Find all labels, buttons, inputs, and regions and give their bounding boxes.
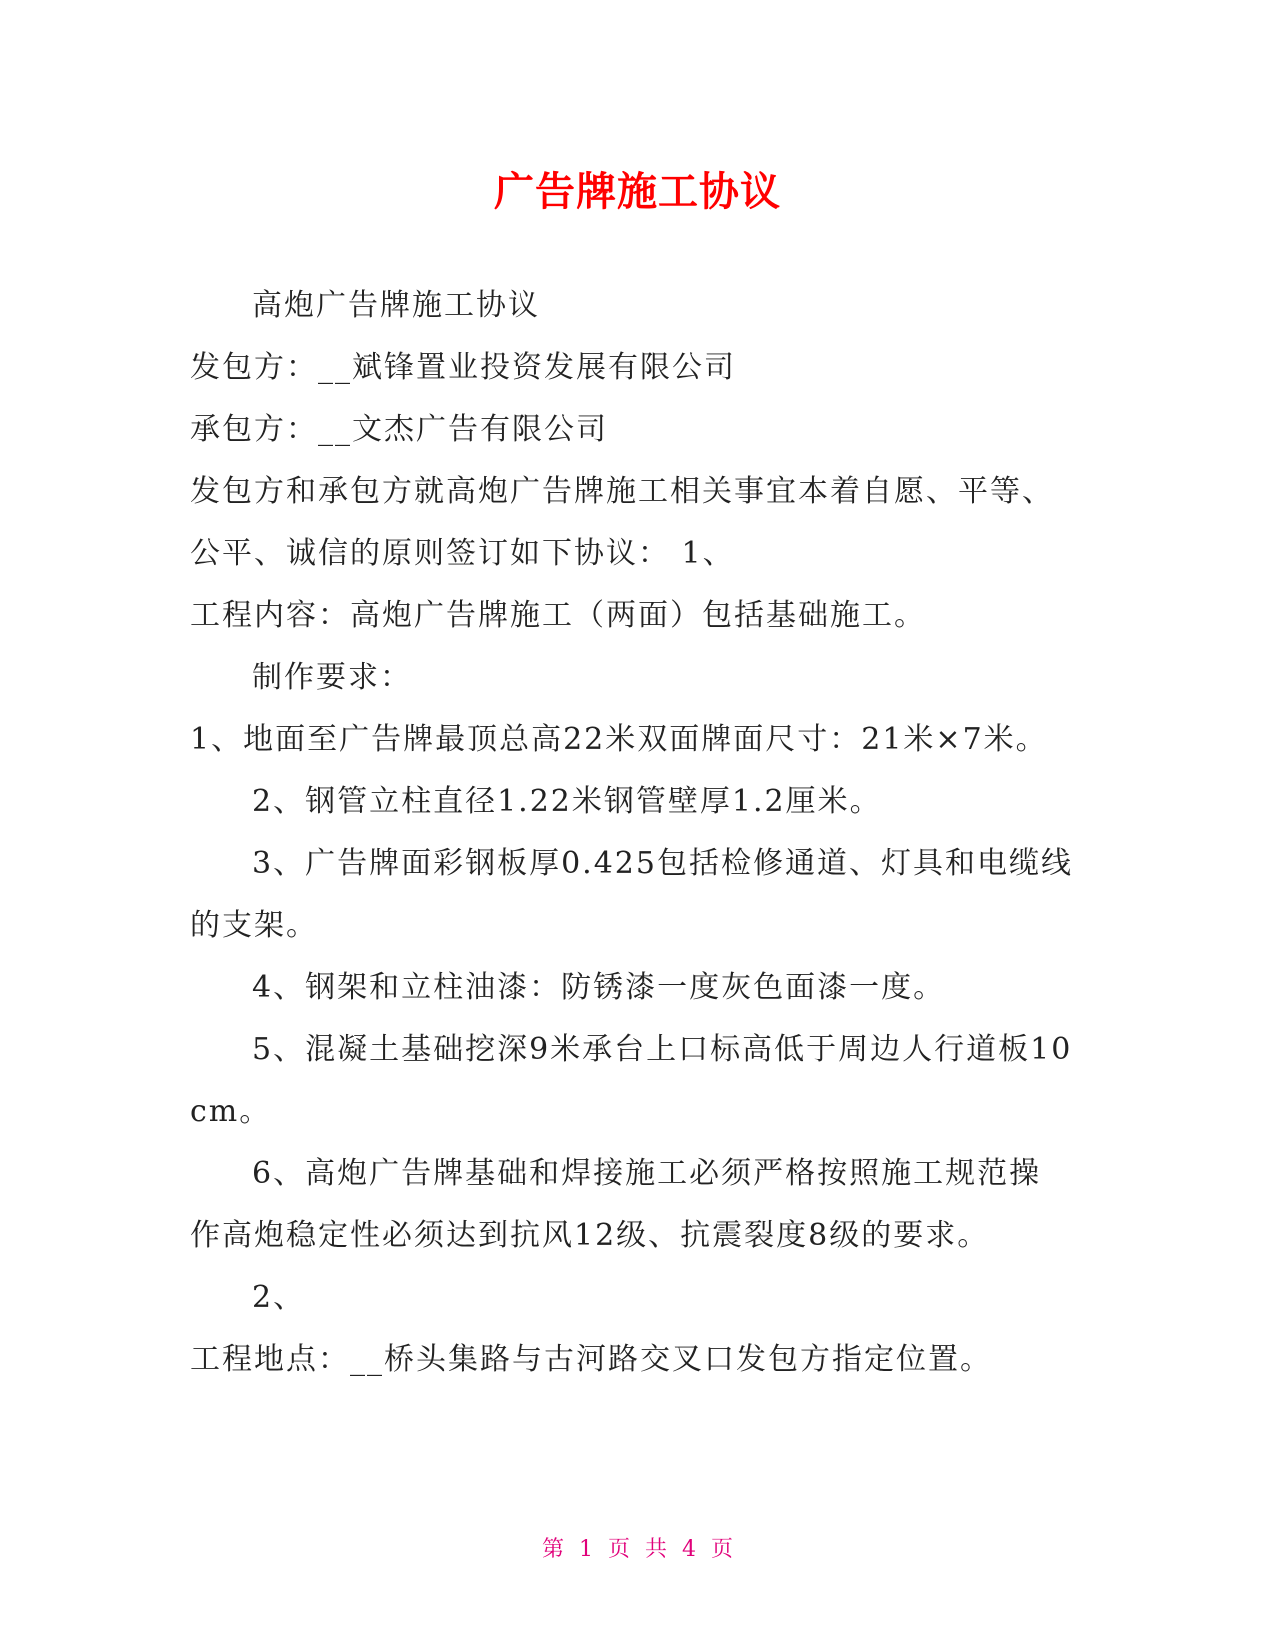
document-title: 广告牌施工协议 [494,169,781,215]
requirement-item: 4、钢架和立柱油漆：防锈漆一度灰色面漆一度。 [252,970,946,1005]
requirement-item: 3、广告牌面彩钢板厚0.425包括检修通道、灯具和电缆线 [252,846,1073,881]
page-number-footer: 第 1 页 共 4 页 [542,1537,733,1562]
requirement-item: 5、混凝土基础挖深9米承台上口标高低于周边人行道板10 [252,1032,1073,1067]
requirement-item-continued: cm。 [190,1094,272,1129]
section-number: 2、 [252,1280,306,1315]
requirement-item-continued: 作高炮稳定性必须达到抗风12级、抗震裂度8级的要求。 [190,1218,990,1253]
requirement-item: 2、钢管立柱直径1.22米钢管壁厚1.2厘米。 [252,784,882,819]
requirement-item: 6、高炮广告牌基础和焊接施工必须严格按照施工规范操 [252,1156,1042,1191]
project-location-line: 工程地点：__桥头集路与古河路交叉口发包方指定位置。 [190,1342,992,1377]
contractee-party-line: 承包方：__文杰广告有限公司 [190,412,608,447]
agreement-subtitle: 高炮广告牌施工协议 [252,288,540,323]
requirement-item: 1、地面至广告牌最顶总高22米双面牌面尺寸：21米×7米。 [190,722,1048,757]
contractor-party-line: 发包方：__斌锋置业投资发展有限公司 [190,350,736,385]
requirement-item-continued: 的支架。 [190,908,318,943]
requirements-heading: 制作要求： [252,660,412,695]
paragraph-line: 发包方和承包方就高炮广告牌施工相关事宜本着自愿、平等、 [190,474,1054,509]
project-content-line: 工程内容：高炮广告牌施工（两面）包括基础施工。 [190,598,926,633]
paragraph-line: 公平、诚信的原则签订如下协议： 1、 [190,536,735,571]
